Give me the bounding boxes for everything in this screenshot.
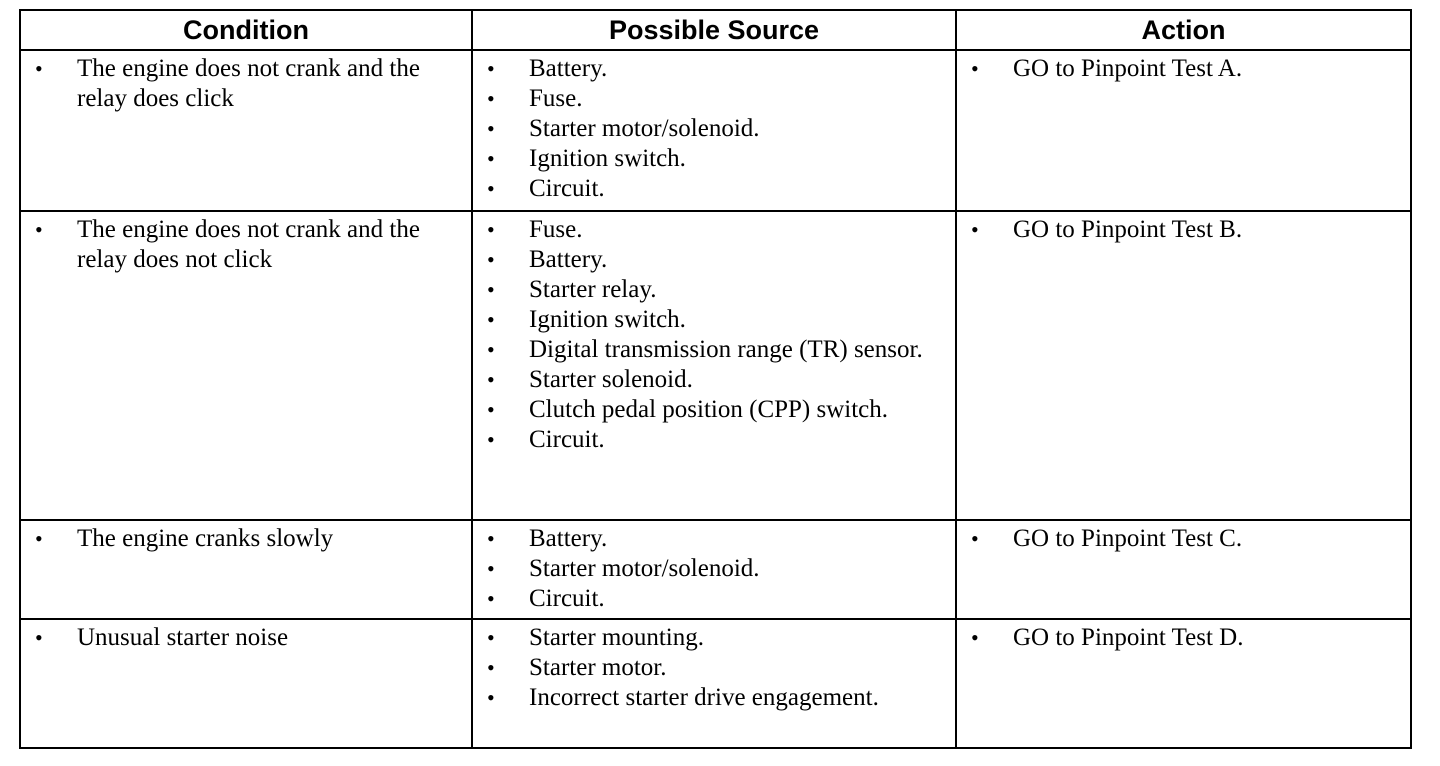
bullet-icon: • (487, 217, 495, 242)
table-row (20, 50, 1411, 211)
source-text: Digital transmission range (TR) sensor. (529, 336, 923, 363)
table-row (20, 619, 1411, 748)
source-text: Circuit. (529, 585, 605, 612)
action-cell (956, 619, 1411, 748)
condition-text: The engine does not crank and the relay does not click (77, 216, 420, 273)
list-item (481, 524, 947, 554)
source-text: Starter motor. (529, 654, 667, 681)
source-text: Incorrect starter drive engagement. (529, 684, 879, 711)
list-item (481, 215, 947, 245)
bullet-icon: • (487, 685, 495, 710)
list-item (29, 524, 463, 554)
list-item (29, 54, 463, 114)
bullet-icon: • (35, 56, 43, 81)
bullet-icon: • (971, 526, 979, 551)
list-item (481, 683, 947, 713)
list-item (481, 54, 947, 84)
list-item (965, 215, 1402, 245)
table-row (20, 520, 1411, 619)
bullet-icon: • (35, 625, 43, 650)
source-text: Ignition switch. (529, 306, 686, 333)
action-cell (956, 50, 1411, 211)
source-cell (472, 619, 956, 748)
list-item (481, 554, 947, 584)
table-row (20, 211, 1411, 520)
bullet-icon: • (487, 397, 495, 422)
list-item (481, 305, 947, 335)
action-cell (956, 520, 1411, 619)
bullet-icon: • (487, 277, 495, 302)
list-item (481, 174, 947, 204)
bullet-icon: • (487, 367, 495, 392)
list-item (481, 114, 947, 144)
source-cell (472, 520, 956, 619)
diagnosis-table (19, 9, 1412, 749)
source-cell (472, 50, 956, 211)
header-row (20, 10, 1411, 50)
list-item (481, 365, 947, 395)
bullet-icon: • (487, 116, 495, 141)
list-item (965, 623, 1402, 653)
condition-cell (20, 211, 472, 520)
condition-cell (20, 50, 472, 211)
action-cell (956, 211, 1411, 520)
bullet-icon: • (487, 247, 495, 272)
action-text: GO to Pinpoint Test D. (1013, 624, 1244, 651)
list-item (481, 425, 947, 455)
condition-text: Unusual starter noise (77, 624, 289, 651)
list-item (481, 395, 947, 425)
list-item (481, 653, 947, 683)
list-item (965, 524, 1402, 554)
list-item (481, 584, 947, 614)
bullet-icon: • (971, 56, 979, 81)
source-text: Clutch pedal position (CPP) switch. (529, 396, 889, 423)
bullet-icon: • (487, 655, 495, 680)
bullet-icon: • (487, 586, 495, 611)
bullet-icon: • (487, 307, 495, 332)
action-text: GO to Pinpoint Test A. (1013, 55, 1243, 82)
list-item (481, 144, 947, 174)
source-cell (472, 211, 956, 520)
bullet-icon: • (971, 625, 979, 650)
condition-cell (20, 619, 472, 748)
list-item (29, 623, 463, 653)
bullet-icon: • (971, 217, 979, 242)
bullet-icon: • (487, 427, 495, 452)
bullet-icon: • (487, 86, 495, 111)
source-text: Battery. (529, 525, 608, 552)
source-text: Circuit. (529, 426, 605, 453)
bullet-icon: • (487, 556, 495, 581)
list-item (481, 245, 947, 275)
header-possible-source: Possible Source (472, 10, 956, 50)
source-text: Battery. (529, 246, 608, 273)
list-item (481, 335, 947, 365)
bullet-icon: • (487, 337, 495, 362)
header-condition: Condition (20, 10, 472, 50)
condition-text: The engine does not crank and the relay does click (77, 55, 420, 112)
source-text: Starter relay. (529, 276, 657, 303)
action-text: GO to Pinpoint Test B. (1013, 216, 1243, 243)
source-text: Battery. (529, 55, 608, 82)
source-text: Starter solenoid. (529, 366, 693, 393)
header-action: Action (956, 10, 1411, 50)
list-item (29, 215, 463, 275)
bullet-icon: • (487, 56, 495, 81)
source-text: Starter mounting. (529, 624, 704, 651)
bullet-icon: • (35, 217, 43, 242)
bullet-icon: • (487, 625, 495, 650)
source-text: Fuse. (529, 216, 583, 243)
source-text: Circuit. (529, 175, 605, 202)
bullet-icon: • (487, 146, 495, 171)
condition-text: The engine cranks slowly (77, 525, 334, 552)
bullet-icon: • (35, 526, 43, 551)
source-text: Fuse. (529, 85, 583, 112)
list-item (481, 84, 947, 114)
source-text: Starter motor/solenoid. (529, 555, 760, 582)
bullet-icon: • (487, 176, 495, 201)
list-item (481, 275, 947, 305)
action-text: GO to Pinpoint Test C. (1013, 525, 1243, 552)
list-item (965, 54, 1402, 84)
source-text: Ignition switch. (529, 145, 686, 172)
bullet-icon: • (487, 526, 495, 551)
list-item (481, 623, 947, 653)
condition-cell (20, 520, 472, 619)
source-text: Starter motor/solenoid. (529, 115, 760, 142)
